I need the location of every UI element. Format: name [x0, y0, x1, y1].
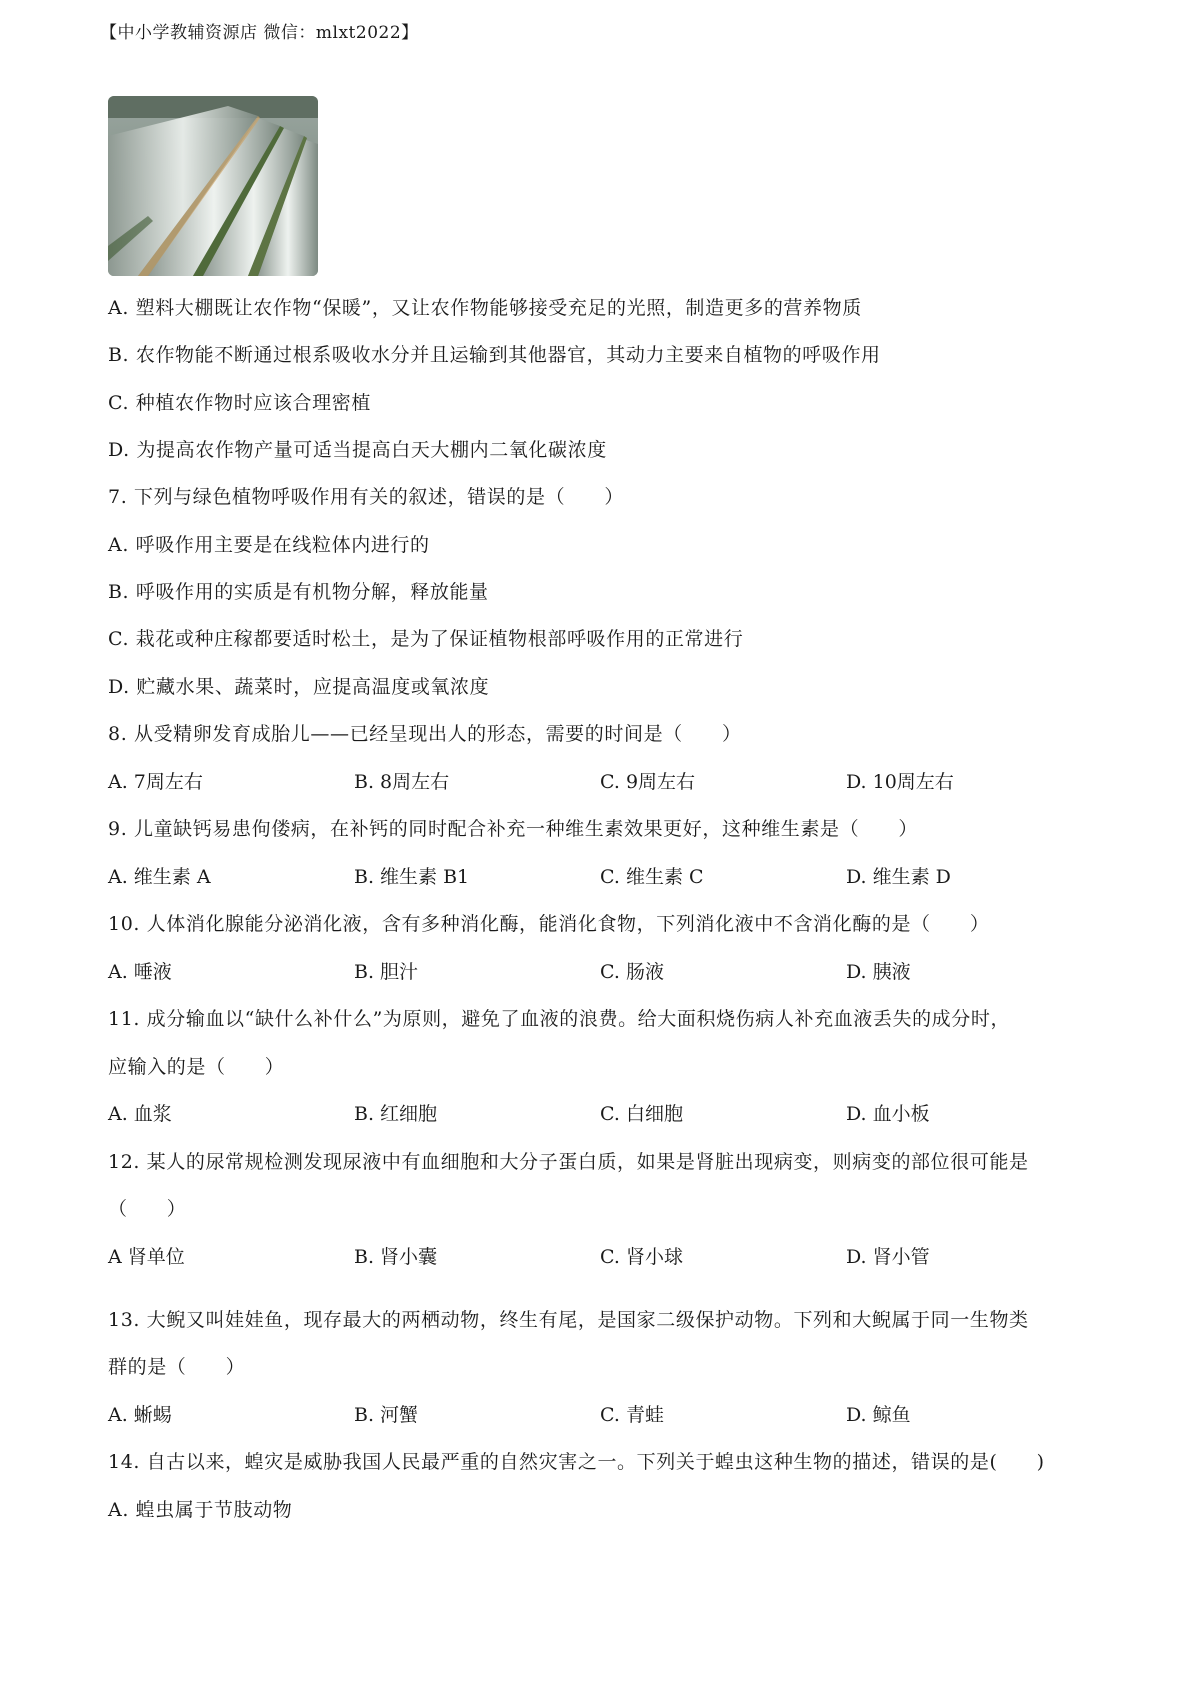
q10-options	[108, 957, 1008, 983]
q13-option-a: A. 蜥蜴	[108, 1404, 172, 1426]
q8-option-c: C. 9周左右	[600, 771, 696, 793]
q8-option-d: D. 10周左右	[846, 771, 954, 793]
q9-options	[108, 862, 1008, 888]
q13-option-c: C. 青蛙	[600, 1404, 664, 1426]
greenhouse-photo	[108, 96, 318, 276]
q12-option-b: B. 肾小囊	[354, 1246, 438, 1268]
q11-option-c: C. 白细胞	[600, 1103, 683, 1125]
q10-option-a: A. 唾液	[108, 961, 172, 983]
q7-option-a: A. 呼吸作用主要是在线粒体内进行的	[108, 534, 430, 556]
q10-option-b: B. 胆汁	[354, 961, 419, 983]
q8-stem: 8. 从受精卵发育成胎儿——已经呈现出人的形态，需要的时间是（ ）	[108, 723, 742, 745]
watermark-header: 【中小学教辅资源店 微信：mlxt2022】	[100, 23, 419, 43]
q13-stem-line-2: 群的是（ ）	[108, 1356, 246, 1378]
q9-option-d: D. 维生素 D	[846, 866, 951, 888]
q12-stem-line-1: 12. 某人的尿常规检测发现尿液中有血细胞和大分子蛋白质，如果是肾脏出现病变，则病变的部位很可能是	[108, 1151, 1029, 1173]
q12-stem-line-2: （ ）	[108, 1198, 187, 1220]
q10-stem: 10. 人体消化腺能分泌消化液，含有多种消化酶，能消化食物，下列消化液中不含消化酶的是（ ）	[108, 913, 990, 935]
q6-option-c: C. 种植农作物时应该合理密植	[108, 392, 371, 414]
q9-stem: 9. 儿童缺钙易患佝偻病，在补钙的同时配合补充一种维生素效果更好，这种维生素是（ ）	[108, 818, 918, 840]
q7-option-b: B. 呼吸作用的实质是有机物分解，释放能量	[108, 581, 489, 603]
q11-options	[108, 1099, 1008, 1125]
q7-option-c: C. 栽花或种庄稼都要适时松土，是为了保证植物根部呼吸作用的正常进行	[108, 628, 744, 650]
q13-option-d: D. 鲸鱼	[846, 1404, 911, 1426]
q9-option-c: C. 维生素 C	[600, 866, 704, 888]
q11-option-a: A. 血浆	[108, 1103, 172, 1125]
q10-option-c: C. 肠液	[600, 961, 664, 983]
q12-option-a: A 肾单位	[108, 1246, 185, 1268]
q11-stem-line-2: 应输入的是（ ）	[108, 1056, 285, 1078]
q12-option-d: D. 肾小管	[846, 1246, 930, 1268]
q14-option-a: A. 蝗虫属于节肢动物	[108, 1499, 293, 1521]
q9-option-b: B. 维生素 B1	[354, 866, 470, 888]
q12-option-c: C. 肾小球	[600, 1246, 683, 1268]
q6-option-d: D. 为提高农作物产量可适当提高白天大棚内二氧化碳浓度	[108, 439, 607, 461]
q9-option-a: A. 维生素 A	[108, 866, 211, 888]
q6-option-b: B. 农作物能不断通过根系吸收水分并且运输到其他器官，其动力主要来自植物的呼吸作用	[108, 344, 881, 366]
q10-option-d: D. 胰液	[846, 961, 911, 983]
q11-option-b: B. 红细胞	[354, 1103, 438, 1125]
q13-option-b: B. 河蟹	[354, 1404, 419, 1426]
q12-options	[108, 1242, 1008, 1268]
q13-stem-line-1: 13. 大鲵又叫娃娃鱼，现存最大的两栖动物，终生有尾，是国家二级保护动物。下列和大鲵属于同一生物类	[108, 1309, 1029, 1331]
q14-stem: 14. 自古以来，蝗灾是威胁我国人民最严重的自然灾害之一。下列关于蝗虫这种生物的描述，错误的是( )	[108, 1451, 1045, 1473]
q7-stem: 7. 下列与绿色植物呼吸作用有关的叙述，错误的是（ ）	[108, 486, 624, 508]
q11-option-d: D. 血小板	[846, 1103, 930, 1125]
q13-options	[108, 1400, 1008, 1426]
q11-stem-line-1: 11. 成分输血以“缺什么补什么”为原则，避免了血液的浪费。给大面积烧伤病人补充血液丢失的成分时，	[108, 1008, 1011, 1030]
q6-option-a: A. 塑料大棚既让农作物“保暖”，又让农作物能够接受充足的光照，制造更多的营养物质	[108, 297, 862, 319]
q8-options	[108, 767, 1008, 793]
q8-option-b: B. 8周左右	[354, 771, 450, 793]
q7-option-d: D. 贮藏水果、蔬菜时，应提高温度或氧浓度	[108, 676, 490, 698]
q8-option-a: A. 7周左右	[108, 771, 203, 793]
